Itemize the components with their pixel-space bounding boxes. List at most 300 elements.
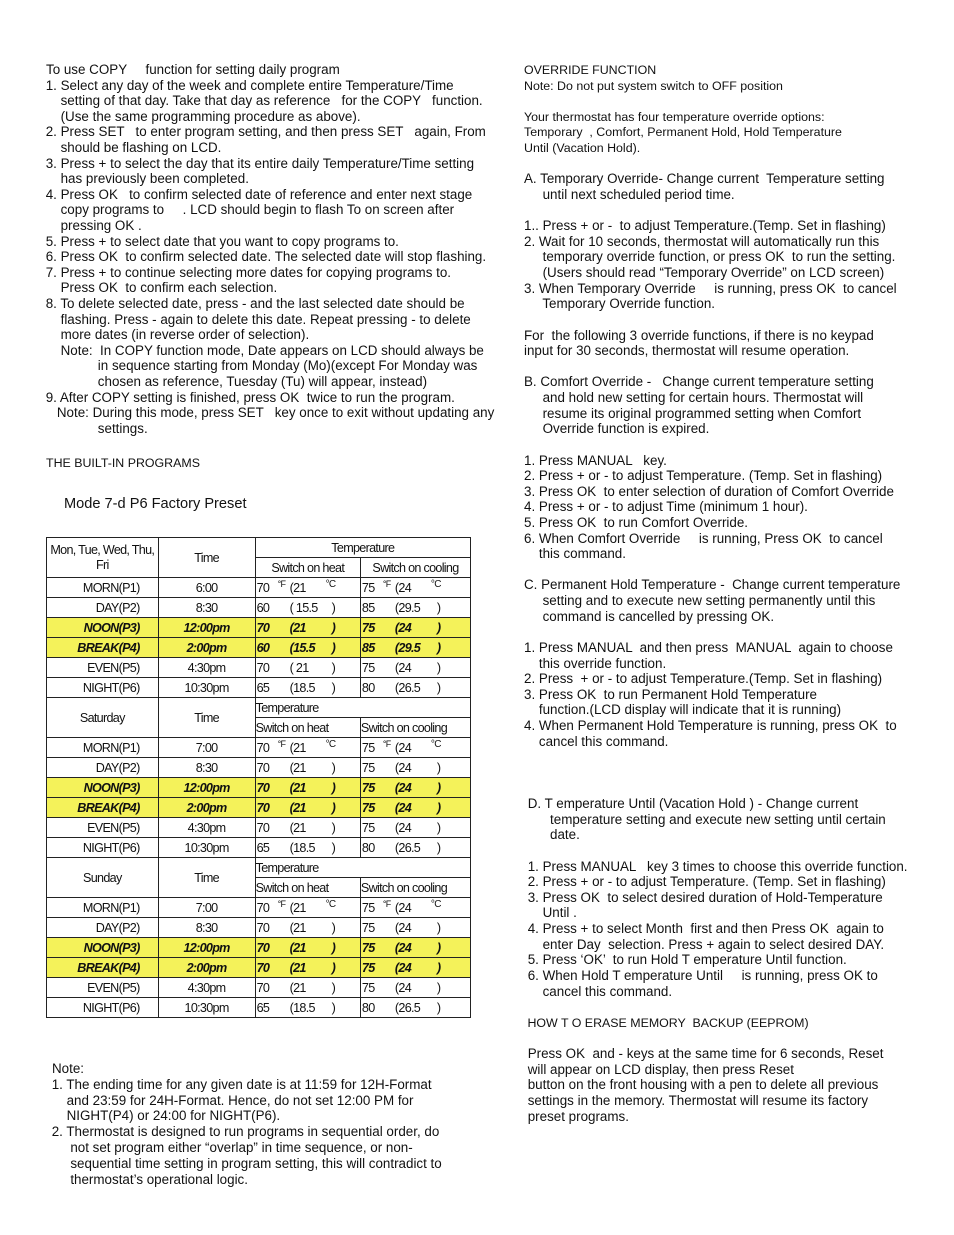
cool-setpoint	[360, 758, 470, 778]
temperature-header: Temperature	[255, 858, 470, 878]
cool-celsius: (24	[394, 900, 411, 915]
cool-celsius: (24	[394, 800, 411, 815]
period-time: 4:30pm	[158, 818, 255, 838]
cool-celsius: (24	[394, 580, 411, 595]
heat-celsius: (21	[289, 820, 306, 835]
text-line: will appear on LCD display, then press Reset	[524, 1061, 794, 1077]
heat-header: Switch on heat	[255, 718, 360, 738]
text-line: 9. After COPY setting is finished, press OK twice to run the program.	[42, 389, 455, 405]
cool-fahrenheit: 75	[361, 580, 375, 595]
cool-setpoint	[360, 738, 470, 758]
heat-celsius: (21	[289, 740, 306, 755]
text-line: flashing. Press - again to delete this date. Repeat pressing - to delete	[42, 311, 471, 327]
weekday-label: Mon, Tue, Wed, Thu, Fri	[47, 538, 159, 578]
text-line: command is cancelled by pressing OK.	[524, 608, 775, 624]
text-line: 5. Press OK to run Comfort Override.	[524, 514, 748, 530]
cool-celsius: (24	[394, 820, 411, 835]
text-line: not set program either “overlap” in time sequence, or non-	[48, 1140, 413, 1155]
program-table	[46, 537, 471, 1018]
period-time: 4:30pm	[158, 978, 255, 998]
fahrenheit-unit: °F	[382, 898, 391, 909]
close-paren: )	[331, 920, 336, 935]
text-line: cancel this command.	[524, 983, 673, 999]
cool-celsius: (24	[394, 960, 411, 975]
text-line: thermostat’s operational logic.	[48, 1171, 248, 1187]
close-paren: )	[436, 780, 441, 795]
cool-celsius: (26.5	[394, 840, 421, 855]
heat-celsius: (21	[289, 580, 306, 595]
period-time: 8:30	[158, 598, 255, 618]
cool-celsius: (24	[394, 620, 411, 635]
text-line: (Use the same programming procedure as above).	[42, 108, 361, 124]
text-line: OVERRIDE FUNCTION	[524, 63, 657, 77]
close-paren: )	[436, 760, 441, 775]
period-name: EVEN(P5)	[47, 658, 159, 678]
table-row	[47, 658, 471, 678]
text-line: has previously been completed.	[42, 171, 249, 187]
text-line: 2. Press + or - to adjust Temperature. (Temp. Set in flashing)	[524, 874, 886, 890]
cool-header: Switch on cooling	[360, 558, 470, 578]
text-line: NIGHT(P4) or 24:00 for NIGHT(P6).	[48, 1108, 281, 1124]
cool-fahrenheit: 75	[361, 780, 375, 795]
cool-setpoint	[360, 938, 470, 958]
table-row	[47, 938, 471, 958]
period-time: 2:00pm	[158, 638, 255, 658]
text-line: Your thermostat has four temperature override options:	[524, 109, 825, 124]
heat-celsius: ( 21	[289, 660, 309, 675]
text-line: setting of that day. Take that day as reference for the COPY function.	[42, 93, 483, 109]
table-row	[47, 638, 471, 658]
cool-setpoint	[360, 978, 470, 998]
close-paren: )	[331, 820, 336, 835]
close-paren: )	[436, 600, 441, 615]
close-paren: )	[331, 960, 336, 975]
heat-fahrenheit: 70	[256, 940, 270, 955]
text-line: until next scheduled period time.	[524, 186, 735, 202]
period-name: BREAK(P4)	[47, 798, 159, 818]
heat-setpoint	[255, 818, 360, 838]
cool-fahrenheit: 75	[361, 900, 375, 915]
table-row	[47, 678, 471, 698]
text-line: 8. To delete selected date, press - and the last selected date should be	[42, 296, 465, 311]
heat-setpoint	[255, 958, 360, 978]
heat-setpoint	[255, 918, 360, 938]
text-line: 4. Press + or - to adjust Time (minimum 1 hour).	[524, 499, 808, 515]
close-paren: )	[436, 620, 441, 635]
cool-celsius: (24	[394, 660, 411, 675]
cool-fahrenheit: 75	[361, 960, 375, 975]
text-line: 4. Press OK to confirm selected date of reference and enter next stage	[42, 186, 473, 202]
cool-celsius: (24	[394, 980, 411, 995]
saturday-block	[47, 698, 471, 858]
fahrenheit-unit: °F	[277, 738, 286, 749]
heat-celsius: (15.5	[289, 640, 315, 655]
text-line: 7. Press + to continue selecting more dates for copying programs to.	[42, 264, 451, 280]
close-paren: )	[331, 620, 336, 635]
table-row	[47, 798, 471, 818]
heat-setpoint	[255, 598, 360, 618]
heat-celsius: (21	[289, 920, 306, 935]
text-line: 2. Press SET to enter program setting, and then press SET again, From	[42, 124, 486, 140]
text-line: Temporary , Comfort, Permanent Hold, Hold Temperature	[524, 125, 842, 140]
heat-celsius: (18.5	[289, 680, 315, 695]
table-row	[47, 778, 471, 798]
heat-header: Switch on heat	[255, 558, 360, 578]
heat-setpoint	[255, 758, 360, 778]
heat-setpoint	[255, 778, 360, 798]
text-line: temperature setting and execute new setting until certain	[524, 811, 886, 827]
text-line: 1. Select any day of the week and complete entire Temperature/Time	[42, 77, 454, 93]
text-line: Note: In COPY function mode, Date appears on LCD should always be	[42, 342, 484, 358]
heat-fahrenheit: 70	[256, 920, 270, 935]
celsius-unit: °C	[325, 898, 336, 910]
text-line: 3. Press OK to select desired duration of Hold-Temperature	[524, 889, 883, 905]
cool-setpoint	[360, 998, 470, 1018]
text-line: 1.. Press + or - to adjust Temperature.(Temp. Set in flashing)	[524, 218, 886, 234]
cool-setpoint	[360, 818, 470, 838]
text-line: 2. Press + or - to adjust Temperature. (Temp. Set in flashing)	[524, 468, 883, 484]
sunday-block	[47, 858, 471, 1018]
heat-setpoint	[255, 978, 360, 998]
text-line: in sequence starting from Monday (Mo)(except For Monday was	[42, 358, 478, 374]
close-paren: )	[436, 640, 441, 655]
text-line: settings.	[42, 420, 148, 436]
heat-setpoint	[255, 738, 360, 758]
period-time: 12:00pm	[158, 778, 255, 798]
heat-fahrenheit: 70	[256, 740, 270, 755]
close-paren: )	[436, 1000, 441, 1015]
heat-fahrenheit: 70	[256, 580, 270, 595]
text-line: button on the front housing with a pen to delete all previous	[524, 1077, 879, 1093]
text-line: 1. Press MANUAL key.	[524, 452, 667, 468]
heat-fahrenheit: 70	[256, 620, 270, 635]
heat-fahrenheit: 70	[256, 660, 270, 675]
time-header: Time	[158, 698, 255, 738]
text-line: input for 30 seconds, thermostat will resume operation.	[524, 343, 850, 359]
heat-fahrenheit: 70	[256, 780, 270, 795]
text-line: date.	[524, 827, 580, 843]
table-row	[47, 618, 471, 638]
heat-setpoint	[255, 998, 360, 1018]
heat-setpoint	[255, 938, 360, 958]
builtin-programs-heading: THE BUILT-IN PROGRAMS	[46, 456, 200, 470]
text-line: this override function.	[524, 655, 667, 671]
table-row	[47, 598, 471, 618]
text-line: preset programs.	[524, 1108, 629, 1124]
cool-celsius: (24	[394, 760, 411, 775]
cool-setpoint	[360, 578, 470, 598]
period-name: NOON(P3)	[47, 778, 159, 798]
period-time: 12:00pm	[158, 618, 255, 638]
cool-setpoint	[360, 958, 470, 978]
period-time: 10:30pm	[158, 838, 255, 858]
period-time: 2:00pm	[158, 798, 255, 818]
period-name: NIGHT(P6)	[47, 998, 159, 1018]
period-name: NOON(P3)	[47, 618, 159, 638]
cool-fahrenheit: 80	[361, 680, 375, 695]
cool-header: Switch on cooling	[360, 878, 470, 898]
cool-setpoint	[360, 638, 470, 658]
text-line: setting and to execute new setting permanently until this	[524, 593, 876, 609]
heat-fahrenheit: 65	[256, 680, 270, 695]
fahrenheit-unit: °F	[382, 738, 391, 749]
text-line: Press OK to confirm each selection.	[42, 280, 278, 296]
cool-fahrenheit: 75	[361, 660, 375, 675]
heat-celsius: (21	[289, 980, 306, 995]
table-row	[47, 918, 471, 938]
period-time: 8:30	[158, 758, 255, 778]
text-line: this command.	[524, 546, 626, 562]
text-line: 5. Press ‘OK’ to run Hold T emperature Until function.	[524, 952, 847, 968]
cool-fahrenheit: 75	[361, 940, 375, 955]
close-paren: )	[331, 660, 336, 675]
period-name: NOON(P3)	[47, 938, 159, 958]
close-paren: )	[331, 600, 336, 615]
heat-fahrenheit: 65	[256, 1000, 270, 1015]
cool-celsius: (24	[394, 940, 411, 955]
period-time: 7:00	[158, 738, 255, 758]
cool-fahrenheit: 75	[361, 920, 375, 935]
text-line: 6. When Hold T emperature Until is running, press OK to	[524, 967, 878, 983]
heat-header: Switch on heat	[255, 878, 360, 898]
text-line: (Users should read “Temporary Override” on LCD screen)	[524, 265, 885, 281]
period-time: 12:00pm	[158, 938, 255, 958]
period-name: DAY(P2)	[47, 598, 159, 618]
table-row	[47, 958, 471, 978]
close-paren: )	[436, 820, 441, 835]
cool-fahrenheit: 75	[361, 740, 375, 755]
heat-fahrenheit: 60	[256, 640, 270, 655]
text-line: more dates (in reverse order of selection).	[42, 327, 310, 343]
period-name: MORN(P1)	[47, 578, 159, 598]
period-time: 2:00pm	[158, 958, 255, 978]
text-line: A. Temporary Override- Change current Temperature setting	[524, 171, 885, 187]
table-row	[47, 978, 471, 998]
fahrenheit-unit: °F	[382, 578, 391, 589]
close-paren: )	[331, 780, 336, 795]
heat-fahrenheit: 60	[256, 600, 270, 615]
close-paren: )	[331, 940, 336, 955]
cool-setpoint	[360, 798, 470, 818]
celsius-unit: °C	[430, 898, 441, 910]
text-line: resume its original programmed setting when Comfort	[524, 405, 862, 421]
close-paren: )	[331, 840, 336, 855]
table-row	[47, 758, 471, 778]
text-line: Until (Vacation Hold).	[524, 141, 641, 156]
text-line: To use COPY function for setting daily program	[46, 62, 340, 77]
heat-celsius: (21	[289, 620, 306, 635]
close-paren: )	[436, 980, 441, 995]
text-line: For the following 3 override functions, if there is no keypad	[524, 327, 874, 343]
fahrenheit-unit: °F	[277, 578, 286, 589]
cool-setpoint	[360, 598, 470, 618]
text-line: D. T emperature Until (Vacation Hold ) - Change current	[524, 796, 859, 812]
text-line: function.(LCD display will indicate that it is running)	[524, 702, 842, 718]
period-name: NIGHT(P6)	[47, 678, 159, 698]
heat-celsius: (21	[289, 800, 306, 815]
heat-setpoint	[255, 618, 360, 638]
text-line: 3. Press + to select the day that its entire daily Temperature/Time setting	[42, 155, 475, 171]
temperature-header: Temperature	[255, 538, 470, 558]
heat-fahrenheit: 65	[256, 840, 270, 855]
heat-setpoint	[255, 838, 360, 858]
text-line: chosen as reference, Tuesday (Tu) will appear, instead)	[42, 374, 428, 389]
period-time: 6:00	[158, 578, 255, 598]
heat-celsius: (21	[289, 780, 306, 795]
period-time: 10:30pm	[158, 998, 255, 1018]
text-line: 4. When Permanent Hold Temperature is running, press OK to	[524, 718, 897, 734]
close-paren: )	[436, 680, 441, 695]
period-name: NIGHT(P6)	[47, 838, 159, 858]
period-name: MORN(P1)	[47, 738, 159, 758]
cool-fahrenheit: 75	[361, 800, 375, 815]
celsius-unit: °C	[325, 738, 336, 750]
cool-setpoint	[360, 618, 470, 638]
cool-setpoint	[360, 918, 470, 938]
fahrenheit-unit: °F	[277, 898, 286, 909]
heat-setpoint	[255, 578, 360, 598]
table-row	[47, 738, 471, 758]
close-paren: )	[436, 840, 441, 855]
cool-fahrenheit: 75	[361, 820, 375, 835]
text-line: 3. When Temporary Override is running, press OK to cancel	[524, 280, 897, 296]
period-name: MORN(P1)	[47, 898, 159, 918]
time-header: Time	[158, 538, 255, 578]
table-row	[47, 898, 471, 918]
text-line: temporary override function, or press OK to run the setting.	[524, 249, 896, 265]
cool-celsius: (24	[394, 780, 411, 795]
text-line: 2. Wait for 10 seconds, thermostat will automatically run this	[524, 233, 880, 249]
period-name: EVEN(P5)	[47, 818, 159, 838]
heat-fahrenheit: 70	[256, 800, 270, 815]
temperature-header: Temperature	[255, 698, 470, 718]
close-paren: )	[331, 980, 336, 995]
text-line: Override function is expired.	[524, 421, 710, 437]
text-line: 5. Press + to select date that you want to copy programs to.	[42, 233, 399, 249]
text-line: and 23:59 for 24H-Format. Hence, do not set 12:00 PM for	[48, 1092, 414, 1108]
period-time: 8:30	[158, 918, 255, 938]
cool-fahrenheit: 75	[361, 980, 375, 995]
cool-header: Switch on cooling	[360, 718, 470, 738]
heat-fahrenheit: 70	[256, 760, 270, 775]
period-time: 7:00	[158, 898, 255, 918]
cool-celsius: (29.5	[394, 640, 421, 655]
text-line: and hold new setting for certain hours. Thermostat will	[524, 390, 864, 406]
cool-setpoint	[360, 778, 470, 798]
table-row	[47, 838, 471, 858]
period-name: EVEN(P5)	[47, 978, 159, 998]
text-line: C. Permanent Hold Temperature - Change current temperature	[524, 577, 901, 593]
text-line: 1. The ending time for any given date is at 11:59 for 12H-Format	[48, 1076, 432, 1092]
table-row	[47, 818, 471, 838]
text-line: 2. Press + or - to adjust Temperature.(Temp. Set in flashing)	[524, 671, 883, 687]
table-row	[47, 998, 471, 1018]
table-row	[47, 578, 471, 598]
sunday-label: Sunday	[47, 858, 159, 898]
heat-setpoint	[255, 638, 360, 658]
close-paren: )	[331, 640, 336, 655]
heat-fahrenheit: 70	[256, 820, 270, 835]
cool-setpoint	[360, 898, 470, 918]
text-line: should be flashing on LCD.	[42, 140, 222, 155]
cool-fahrenheit: 80	[361, 1000, 375, 1015]
close-paren: )	[436, 960, 441, 975]
heat-celsius: ( 15.5	[289, 600, 318, 615]
text-line: sequential time setting in program setting, this will contradict to	[48, 1155, 442, 1171]
cool-celsius: (26.5	[394, 1000, 421, 1015]
close-paren: )	[436, 660, 441, 675]
cool-fahrenheit: 75	[361, 620, 375, 635]
heat-setpoint	[255, 798, 360, 818]
text-line: Note:	[52, 1061, 85, 1076]
text-line: 6. When Comfort Override is running, Press OK to cancel	[524, 530, 883, 546]
text-line: copy programs to . LCD should begin to flash To on screen after	[42, 202, 455, 218]
text-line: Note: During this mode, press SET key once to exit without updating any	[42, 405, 495, 421]
close-paren: )	[331, 680, 336, 695]
cool-setpoint	[360, 678, 470, 698]
text-line: 3. Press OK to run Permanent Hold Temperature	[524, 686, 817, 702]
heat-setpoint	[255, 678, 360, 698]
heat-setpoint	[255, 898, 360, 918]
cool-celsius: (24	[394, 920, 411, 935]
heat-celsius: (18.5	[289, 840, 315, 855]
text-line: enter Day selection. Press + again to select desired DAY.	[524, 936, 885, 952]
text-line: 1. Press MANUAL key 3 times to choose this override function.	[524, 858, 908, 874]
celsius-unit: °C	[430, 738, 441, 750]
close-paren: )	[331, 800, 336, 815]
period-name: DAY(P2)	[47, 918, 159, 938]
cool-celsius: (26.5	[394, 680, 421, 695]
heat-fahrenheit: 70	[256, 900, 270, 915]
heat-celsius: (18.5	[289, 1000, 315, 1015]
saturday-label: Saturday	[47, 698, 159, 738]
text-line: Until .	[524, 905, 577, 921]
heat-celsius: (21	[289, 900, 306, 915]
close-paren: )	[436, 800, 441, 815]
period-name: BREAK(P4)	[47, 638, 159, 658]
close-paren: )	[436, 920, 441, 935]
cool-fahrenheit: 75	[361, 760, 375, 775]
celsius-unit: °C	[430, 578, 441, 590]
time-header: Time	[158, 858, 255, 898]
heat-celsius: (21	[289, 760, 306, 775]
period-time: 4:30pm	[158, 658, 255, 678]
text-line: HOW T O ERASE MEMORY BACKUP (EEPROM)	[524, 1015, 809, 1030]
text-line: pressing OK .	[42, 218, 142, 233]
cool-celsius: (24	[394, 740, 411, 755]
period-time: 10:30pm	[158, 678, 255, 698]
cool-setpoint	[360, 838, 470, 858]
heat-celsius: (21	[289, 960, 306, 975]
text-line: Temporary Override function.	[524, 296, 716, 312]
cool-fahrenheit: 85	[361, 640, 375, 655]
celsius-unit: °C	[325, 578, 336, 590]
period-name: DAY(P2)	[47, 758, 159, 778]
heat-fahrenheit: 70	[256, 960, 270, 975]
cool-celsius: (29.5	[394, 600, 421, 615]
text-line: Note: Do not put system switch to OFF position	[524, 78, 783, 93]
heat-setpoint	[255, 658, 360, 678]
text-line: 3. Press OK to enter selection of duration of Comfort Override	[524, 483, 894, 499]
text-line: 1. Press MANUAL and then press MANUAL again to choose	[524, 639, 893, 655]
text-line: cancel this command.	[524, 733, 669, 749]
text-line: 6. Press OK to confirm selected date. The selected date will stop flashing.	[42, 249, 487, 265]
text-line: B. Comfort Override - Change current temperature setting	[524, 374, 874, 390]
close-paren: )	[436, 940, 441, 955]
text-line: settings in the memory. Thermostat will resume its factory	[524, 1092, 869, 1108]
cool-fahrenheit: 85	[361, 600, 375, 615]
text-line: 4. Press + to select Month first and then Press OK again to	[524, 921, 884, 937]
